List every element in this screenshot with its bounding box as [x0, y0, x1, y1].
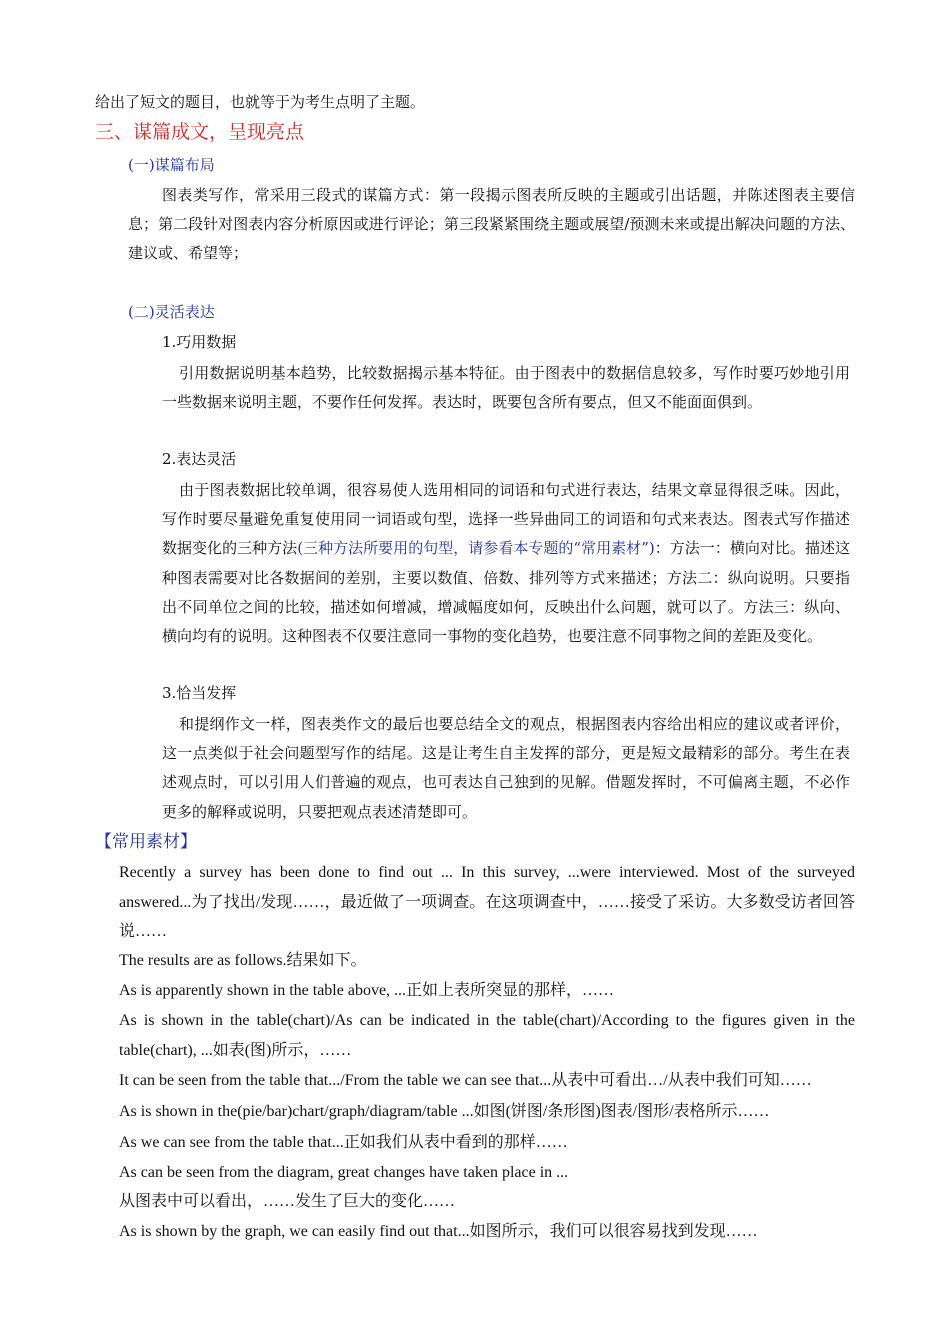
part-1-body: 图表类写作，常采用三段式的谋篇方式：第一段揭示图表所反映的主题或引出话题，并陈述图表主要信息；第二段针对图表内容分析原因或进行评论；第三段紧紧围绕主题或展望/预测未来或提出解决问题的方法、建议或、希望等； [128, 186, 855, 263]
sub-3-body: 和提纲作文一样，图表类作文的最后也要总结全文的观点，根据图表内容给出相应的建议或者评价，这一点类似于社会问题型写作的结尾。这是让考生自主发挥的部分，更是短文最精彩的部分。考生在表述观点时，可以引用人们普遍的观点，也可表达自己独到的见解。借题发挥时，不可偏离主题，不必作更多的解释或说明，只要把观点表述清楚即可。 [162, 715, 850, 821]
materials-heading: 【常用素材】 [95, 832, 197, 852]
material-item: As is shown in the table(chart)/As can be indicated in the table(chart)/According to the figures given in the table(chart), ...如表(图)所示，…… [119, 1012, 855, 1059]
material-item: Recently a survey has been done to find out ... In this survey, ...were interviewed. Most of the surveyed answered...为了找出/发现……，最近做了一项调查。在这项调查中，……接受了采访。大多数受访者回答说…… [119, 864, 855, 940]
sub-2-title: 2.表达灵活 [162, 450, 237, 468]
sub-1-body: 引用数据说明基本趋势，比较数据揭示基本特征。由于图表中的数据信息较多，写作时要巧妙地引用一些数据来说明主题，不要作任何发挥。表达时，既要包含所有要点，但又不能面面俱到。 [162, 364, 850, 412]
sub-2-body-text: 由于图表数据比较单调，很容易使人选用相同的词语和句式进行表达，结果文章显得很乏味。因此，写作时要尽量避免重复使用同一词语或句型，选择一些异曲同工的词语和句式来表达。图表式写作描述数据变化的三种方法 [162, 481, 850, 558]
part-2-heading: (二)灵活表达 [128, 303, 215, 321]
material-item: 从图表中可以看出，……发生了巨大的变化…… [119, 1193, 456, 1210]
sub-3-title: 3.恰当发挥 [162, 684, 237, 702]
material-item: The results are as follows.结果如下。 [119, 952, 367, 969]
sub-1-title: 1.巧用数据 [162, 333, 237, 351]
section-3-heading: 三、谋篇成文，呈现亮点 [95, 121, 305, 143]
material-item: As we can see from the table that...正如我们从表中看到的那样…… [119, 1134, 568, 1151]
part-1-heading: (一)谋篇布局 [128, 156, 215, 174]
material-item: As can be seen from the diagram, great changes have taken place in ... [119, 1164, 569, 1181]
intro-tail: 给出了短文的题目，也就等于为考生点明了主题。 [95, 93, 426, 111]
sub-2-body-text-continued: ：方法一：横向对比。描述这种图表需要对比各数据间的差别，主要以数值、倍数、排列等方式来描述；方法二：纵向说明。只要指出不同单位之间的比较，描述如何增减，增减幅度如何，反映出什么问题，就可以了。方法三：纵向、横向均有的说明。这种图表不仅要注意同一事物的变化趋势，也要注意不同事物之间的差距及变化。 [162, 539, 850, 646]
sub-2-body-note: (三种方法所要用的句型，请参看本专题的“常用素材”) [297, 539, 655, 558]
material-item: As is shown in the(pie/bar)chart/graph/diagram/table ...如图(饼图/条形图)图表/图形/表格所示…… [119, 1103, 770, 1120]
material-item: As is apparently shown in the table above, ...正如上表所突显的那样，…… [119, 982, 615, 999]
sub-2-body [162, 476, 850, 651]
material-item: It can be seen from the table that.../From the table we can see that...从表中可看出…/从表中我们可知…… [119, 1072, 812, 1089]
material-item: As is shown by the graph, we can easily find out that...如图所示，我们可以很容易找到发现…… [119, 1223, 758, 1240]
